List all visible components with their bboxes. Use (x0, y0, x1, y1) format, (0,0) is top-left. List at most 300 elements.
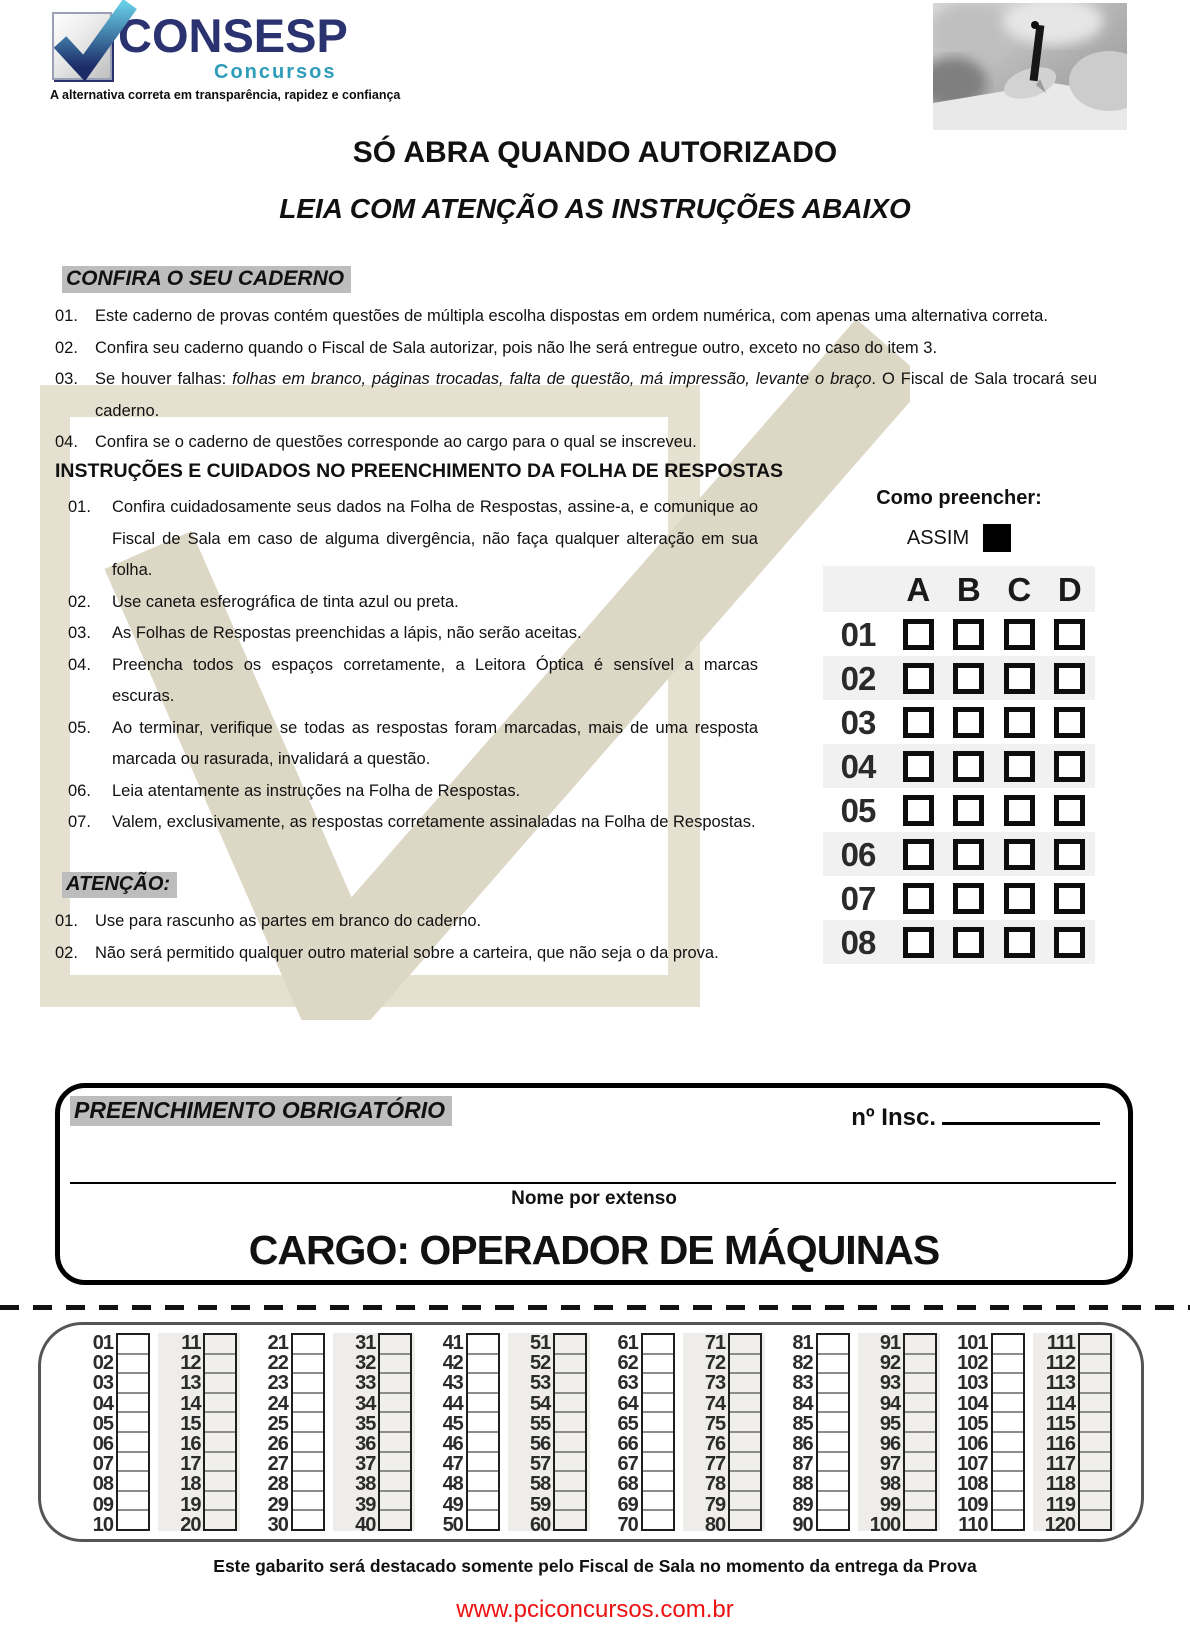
answer-key-cell (1080, 1372, 1110, 1392)
answer-checkbox (903, 707, 934, 738)
question-number: 77 (704, 1453, 726, 1476)
question-number: 30 (267, 1513, 288, 1536)
question-number: 17 (180, 1453, 201, 1476)
question-number: 114 (1045, 1392, 1075, 1415)
question-number: 115 (1045, 1412, 1075, 1435)
inscription-number-blank (942, 1100, 1100, 1125)
answer-key-number-column (161, 1332, 203, 1536)
instrucao-item (68, 618, 758, 650)
question-number: 85 (792, 1412, 813, 1435)
como-preencher-grid (823, 566, 1095, 964)
item-text: Use para rascunho as partes em branco do caderno. (95, 912, 482, 930)
answer-key-number-column (1036, 1332, 1078, 1536)
item-text: Não será permitido qualquer outro material sobre a carteira, que não seja o da prova. (95, 943, 719, 962)
question-number: 45 (442, 1412, 463, 1435)
answer-key-cell (555, 1431, 585, 1451)
answer-key-cell (905, 1335, 935, 1353)
question-number: 93 (879, 1372, 901, 1395)
sample-grid-header-row (823, 566, 1095, 612)
item-number: 07. (68, 813, 91, 831)
answer-key-note: Este gabarito será destacado somente pelo Fiscal de Sala no momento da entrega da Prova (213, 1556, 977, 1576)
question-number: 09 (92, 1493, 113, 1516)
mandatory-fill-heading: PREENCHIMENTO OBRIGATÓRIO (70, 1096, 452, 1126)
answer-key-column (158, 1332, 240, 1536)
cargo-title: CARGO: OPERADOR DE MÁQUINAS (248, 1227, 940, 1273)
question-number: 112 (1045, 1352, 1075, 1375)
sample-grid-row-number: 01 (840, 615, 876, 653)
filled-answer-square (983, 524, 1011, 552)
question-number: 12 (180, 1352, 201, 1375)
answer-checkbox (1004, 751, 1035, 782)
answer-key-cell (643, 1411, 673, 1431)
answer-key-cell (205, 1451, 235, 1471)
answer-checkbox (903, 795, 934, 826)
answer-checkbox (1054, 927, 1085, 958)
question-number: 82 (792, 1352, 813, 1375)
sample-grid-cell (994, 663, 1045, 694)
question-number: 51 (530, 1332, 551, 1354)
section-heading-confira: CONFIRA O SEU CADERNO (62, 266, 351, 293)
answer-key-cell (643, 1509, 673, 1529)
answer-key-cell (993, 1353, 1023, 1373)
answer-key-cell (1080, 1490, 1110, 1510)
answer-key-cell (905, 1509, 935, 1529)
answer-key-cell (555, 1372, 585, 1392)
question-number: 83 (792, 1372, 813, 1395)
answer-key-number-column (336, 1332, 378, 1536)
item-text: Valem, exclusivamente, as respostas corretamente assinaladas na Folha de Respostas. (112, 813, 756, 831)
answer-key-grid (38, 1322, 1144, 1542)
question-number: 26 (267, 1432, 288, 1455)
confira-item (55, 333, 1097, 365)
answer-key-cell (118, 1392, 148, 1412)
sample-grid-cell (893, 751, 944, 782)
sample-grid-cell (1045, 619, 1096, 650)
sample-grid-row (823, 656, 1095, 700)
answer-key-cell-strip (728, 1333, 762, 1531)
answer-checkbox (903, 927, 934, 958)
sample-grid-cell (994, 707, 1045, 738)
name-field-label: Nome por extenso (511, 1188, 677, 1209)
question-number: 110 (958, 1513, 988, 1536)
confira-item (55, 364, 1097, 427)
confira-list (55, 301, 1097, 459)
answer-key-cell (380, 1411, 410, 1431)
question-number: 108 (957, 1473, 988, 1496)
sample-grid-row (823, 612, 1095, 656)
answer-key-cell-strip (641, 1333, 675, 1531)
question-number: 52 (530, 1352, 551, 1375)
question-number: 37 (355, 1453, 376, 1476)
question-number: 57 (530, 1453, 551, 1476)
answer-key-cell (730, 1490, 760, 1510)
item-text: As Folhas de Respostas preenchidas a lápis, não serão aceitas. (112, 624, 582, 642)
sample-grid-cell (893, 839, 944, 870)
question-number: 31 (355, 1332, 376, 1354)
question-number: 21 (267, 1332, 288, 1354)
answer-key-cell (118, 1411, 148, 1431)
como-preencher-heading: Como preencher: (876, 487, 1042, 509)
answer-key-cell-strip (991, 1333, 1025, 1531)
question-number: 104 (957, 1392, 988, 1415)
item-number: 05. (68, 718, 91, 737)
question-number: 02 (92, 1352, 113, 1375)
inscription-number-field (851, 1100, 1100, 1132)
item-number: 01. (55, 307, 78, 325)
answer-key-cell (118, 1372, 148, 1392)
answer-key-cell (468, 1372, 498, 1392)
answer-key-cell (905, 1353, 935, 1373)
sample-grid-cell (893, 619, 944, 650)
sample-grid-cell (944, 751, 995, 782)
atencao-item (55, 906, 761, 938)
sample-grid-cell (1045, 927, 1096, 958)
answer-key-number-column (74, 1332, 116, 1536)
answer-key-cell (468, 1431, 498, 1451)
sample-grid-cell (994, 883, 1045, 914)
answer-checkbox (953, 795, 984, 826)
sample-grid-row (823, 832, 1095, 876)
question-number: 18 (180, 1473, 201, 1496)
sample-grid-cell (1045, 663, 1096, 694)
answer-key-cell-strip (116, 1333, 150, 1531)
sample-grid-row-number: 05 (840, 791, 876, 829)
answer-key-cell (643, 1451, 673, 1471)
answer-key-cell (380, 1490, 410, 1510)
answer-key-cell (818, 1411, 848, 1431)
question-number: 40 (355, 1513, 376, 1536)
instrucao-item (68, 492, 758, 587)
answer-key-cell (205, 1431, 235, 1451)
answer-checkbox (903, 751, 934, 782)
answer-checkbox (953, 927, 984, 958)
answer-key-cell (293, 1392, 323, 1412)
sample-grid-column-letter: B (956, 570, 981, 608)
answer-key-cell (818, 1353, 848, 1373)
page-subtitle: LEIA COM ATENÇÃO AS INSTRUÇÕES ABAIXO (279, 193, 911, 224)
answer-key-cell (993, 1490, 1023, 1510)
sample-grid-cell (994, 795, 1045, 826)
answer-key-cell (643, 1470, 673, 1490)
answer-key-cell-strip (903, 1333, 937, 1531)
answer-key-cell (468, 1335, 498, 1353)
answer-key-number-column (249, 1332, 291, 1536)
answer-key-cell-strip (378, 1333, 412, 1531)
item-number: 04. (68, 655, 91, 674)
question-number: 67 (617, 1453, 638, 1476)
instrucoes-list (68, 492, 758, 839)
confira-item (55, 301, 1097, 333)
detach-dashed-line (0, 1305, 1190, 1310)
answer-key-cell (555, 1353, 585, 1373)
sample-grid-row (823, 876, 1095, 920)
sample-grid-cell (944, 883, 995, 914)
answer-key-cell (730, 1372, 760, 1392)
answer-checkbox (1054, 751, 1085, 782)
answer-key-cell (380, 1509, 410, 1529)
answer-key-column (946, 1332, 1028, 1536)
answer-key-cell (555, 1451, 585, 1471)
question-number: 29 (267, 1493, 288, 1516)
answer-key-cell (555, 1509, 585, 1529)
answer-key-cell (993, 1431, 1023, 1451)
answer-key-cell (555, 1490, 585, 1510)
question-number: 19 (180, 1493, 201, 1516)
sample-grid-column-letter: A (906, 570, 931, 608)
answer-key-cell (118, 1509, 148, 1529)
question-number: 97 (879, 1453, 901, 1476)
answer-key-cell (993, 1411, 1023, 1431)
answer-key-cell (380, 1335, 410, 1353)
answer-key-cell (1080, 1335, 1110, 1353)
question-number: 16 (180, 1432, 201, 1455)
answer-key-cell (293, 1451, 323, 1471)
answer-key-cell (205, 1353, 235, 1373)
answer-key-cell (468, 1490, 498, 1510)
logo-checkmark-icon (46, 0, 138, 90)
sample-grid-cell (1045, 795, 1096, 826)
answer-key-column (771, 1332, 853, 1536)
name-blank-line (70, 1182, 1116, 1184)
question-number: 86 (792, 1432, 813, 1455)
section-heading-instrucoes: INSTRUÇÕES E CUIDADOS NO PREENCHIMENTO DA FOLHA DE RESPOSTAS (55, 460, 784, 482)
question-number: 62 (617, 1352, 638, 1375)
question-number: 101 (957, 1332, 988, 1354)
question-number: 80 (704, 1513, 726, 1536)
question-number: 59 (530, 1493, 551, 1516)
answer-key-cell (993, 1372, 1023, 1392)
section-heading-atencao: ATENÇÃO: (62, 872, 177, 898)
sample-grid-cell (944, 927, 995, 958)
answer-key-column (246, 1332, 328, 1536)
question-number: 70 (617, 1513, 638, 1536)
question-number: 68 (617, 1473, 638, 1496)
question-number: 96 (879, 1432, 901, 1455)
question-number: 53 (530, 1372, 551, 1395)
answer-checkbox (1004, 927, 1035, 958)
question-number: 84 (792, 1392, 813, 1415)
answer-key-cell (205, 1490, 235, 1510)
answer-key-cell (993, 1392, 1023, 1412)
answer-checkbox (953, 663, 984, 694)
answer-key-cell (1080, 1470, 1110, 1490)
sample-grid-row-number: 08 (840, 923, 876, 961)
answer-checkbox (1004, 619, 1035, 650)
answer-checkbox (1004, 707, 1035, 738)
question-number: 63 (617, 1372, 638, 1395)
answer-key-cell (643, 1335, 673, 1353)
answer-key-cell (293, 1431, 323, 1451)
answer-key-cell (905, 1411, 935, 1431)
question-number: 50 (442, 1513, 463, 1536)
answer-key-cell (730, 1411, 760, 1431)
answer-key-cell (118, 1431, 148, 1451)
question-number: 55 (530, 1412, 551, 1435)
question-number: 88 (792, 1473, 813, 1496)
question-number: 74 (704, 1392, 726, 1415)
sample-grid-cell (893, 707, 944, 738)
question-number: 60 (530, 1513, 551, 1536)
question-number: 25 (267, 1412, 288, 1435)
answer-key-column (71, 1332, 153, 1536)
answer-key-cell-strip (291, 1333, 325, 1531)
answer-key-cell (293, 1335, 323, 1353)
answer-key-cell (730, 1451, 760, 1471)
question-number: 78 (704, 1473, 726, 1496)
sample-grid-cell (944, 663, 995, 694)
item-number: 02. (68, 592, 91, 611)
answer-key-cell (293, 1470, 323, 1490)
answer-checkbox (953, 707, 984, 738)
question-number: 27 (267, 1453, 288, 1476)
question-number: 36 (355, 1432, 376, 1455)
answer-checkbox (953, 751, 984, 782)
answer-key-cell (205, 1335, 235, 1353)
answer-key-cell (555, 1470, 585, 1490)
question-number: 08 (92, 1473, 113, 1496)
sample-grid-row-number: 07 (840, 879, 876, 917)
answer-checkbox (1004, 883, 1035, 914)
answer-key-cell (905, 1392, 935, 1412)
answer-checkbox (903, 663, 934, 694)
item-text: Se houver falhas: folhas em branco, páginas trocadas, falta de questão, má impressão, levante o braço. O Fiscal de Sala trocará seu caderno. (95, 370, 1097, 420)
answer-key-cell (643, 1490, 673, 1510)
item-number: 06. (68, 781, 91, 800)
answer-key-cell (1080, 1392, 1110, 1412)
item-text: Ao terminar, verifique se todas as respostas foram marcadas, mais de uma resposta marcada ou rasurada, invalidará a questão. (112, 718, 758, 768)
item-text: Este caderno de provas contém questões de múltipla escolha dispostas em ordem numérica, com apenas uma alternativa correta. (95, 307, 1048, 325)
website-url-link[interactable]: www.pciconcursos.com.br (456, 1596, 734, 1623)
sample-grid-cell (1045, 707, 1096, 738)
answer-key-cell (730, 1431, 760, 1451)
question-number: 34 (355, 1392, 376, 1415)
question-number: 71 (704, 1332, 726, 1354)
question-number: 89 (792, 1493, 813, 1516)
instrucao-item (68, 713, 758, 776)
sample-grid-cell (893, 795, 944, 826)
question-number: 42 (442, 1352, 463, 1375)
question-number: 99 (879, 1493, 901, 1516)
answer-key-cell (555, 1335, 585, 1353)
question-number: 49 (442, 1493, 463, 1516)
sample-grid-cell (893, 927, 944, 958)
answer-key-cell-strip (553, 1333, 587, 1531)
question-number: 69 (617, 1493, 638, 1516)
answer-key-cell (118, 1490, 148, 1510)
question-number: 120 (1044, 1513, 1075, 1536)
sample-grid-row-number: 03 (840, 703, 876, 741)
instrucao-item (68, 776, 758, 808)
answer-key-number-column (511, 1332, 553, 1536)
assim-label: ASSIM (906, 526, 970, 549)
sample-grid-column-letter: D (1057, 570, 1082, 608)
question-number: 109 (957, 1493, 988, 1516)
question-number: 06 (92, 1432, 113, 1455)
item-text: Use caneta esferográfica de tinta azul ou preta. (112, 592, 459, 611)
answer-key-column (333, 1332, 415, 1536)
question-number: 119 (1045, 1493, 1075, 1516)
item-number: 01. (68, 498, 91, 516)
answer-key-cell (730, 1353, 760, 1373)
item-text: Confira seu caderno quando o Fiscal de Sala autorizar, pois não lhe será entregue outro, exceto no caso do item 3. (95, 338, 938, 357)
answer-key-cell (643, 1392, 673, 1412)
question-number: 81 (792, 1332, 813, 1354)
answer-key-cell (205, 1372, 235, 1392)
answer-key-cell (993, 1470, 1023, 1490)
question-number: 35 (355, 1412, 376, 1435)
question-number: 76 (704, 1432, 726, 1455)
answer-key-cell (380, 1372, 410, 1392)
question-number: 07 (92, 1453, 113, 1476)
question-number: 44 (442, 1392, 463, 1415)
question-number: 14 (180, 1392, 201, 1415)
answer-key-cell (905, 1431, 935, 1451)
sample-grid-row (823, 744, 1095, 788)
answer-key-cell (993, 1451, 1023, 1471)
question-number: 58 (530, 1473, 551, 1496)
item-number: 02. (55, 338, 78, 357)
answer-key-cell (293, 1353, 323, 1373)
question-number: 10 (92, 1513, 113, 1536)
answer-checkbox (953, 883, 984, 914)
answer-key-cell (468, 1451, 498, 1471)
item-text: Confira cuidadosamente seus dados na Folha de Respostas, assine-a, e comunique ao Fiscal de Sala em caso de alguma divergência, não faça qualquer alteração em sua folha. (112, 498, 758, 579)
sample-grid-row-number: 04 (840, 747, 876, 785)
item-number: 03. (55, 370, 78, 388)
answer-key-cell (818, 1470, 848, 1490)
question-number: 38 (355, 1473, 376, 1496)
item-text: Preencha todos os espaços corretamente, a Leitora Óptica é sensível a marcas escuras. (112, 655, 758, 705)
answer-key-cell (730, 1335, 760, 1353)
answer-key-cell (818, 1335, 848, 1353)
question-number: 46 (442, 1432, 463, 1455)
question-number: 48 (442, 1473, 463, 1496)
answer-key-cell (730, 1392, 760, 1412)
answer-key-cell (468, 1411, 498, 1431)
confira-item (55, 427, 1097, 459)
answer-checkbox (953, 619, 984, 650)
sample-grid-cell (1045, 751, 1096, 782)
answer-key-number-column (861, 1332, 903, 1536)
answer-key-cell (643, 1372, 673, 1392)
instrucao-item (68, 587, 758, 619)
answer-key-cell (1080, 1411, 1110, 1431)
item-text: Leia atentamente as instruções na Folha de Respostas. (112, 781, 521, 800)
answer-checkbox (1054, 619, 1085, 650)
question-number: 90 (792, 1513, 813, 1536)
answer-key-cell (380, 1431, 410, 1451)
page-title: SÓ ABRA QUANDO AUTORIZADO (352, 136, 838, 169)
answer-key-cell (468, 1509, 498, 1529)
answer-checkbox (903, 883, 934, 914)
sample-grid-cell (944, 707, 995, 738)
answer-key-column (508, 1332, 590, 1536)
answer-key-column (596, 1332, 678, 1536)
sample-grid-column-letter: C (1007, 570, 1032, 608)
question-number: 116 (1045, 1432, 1075, 1455)
sample-grid-cell (1045, 883, 1096, 914)
sample-grid-cell (893, 883, 944, 914)
item-number: 04. (55, 433, 78, 451)
question-number: 15 (180, 1412, 201, 1435)
answer-checkbox (903, 619, 934, 650)
answer-key-cell (993, 1509, 1023, 1529)
inscription-number-label: nº Insc. (851, 1104, 936, 1131)
answer-key-column (858, 1332, 940, 1536)
answer-key-cell (818, 1431, 848, 1451)
sample-grid-cell (994, 619, 1045, 650)
answer-key-cell (468, 1392, 498, 1412)
